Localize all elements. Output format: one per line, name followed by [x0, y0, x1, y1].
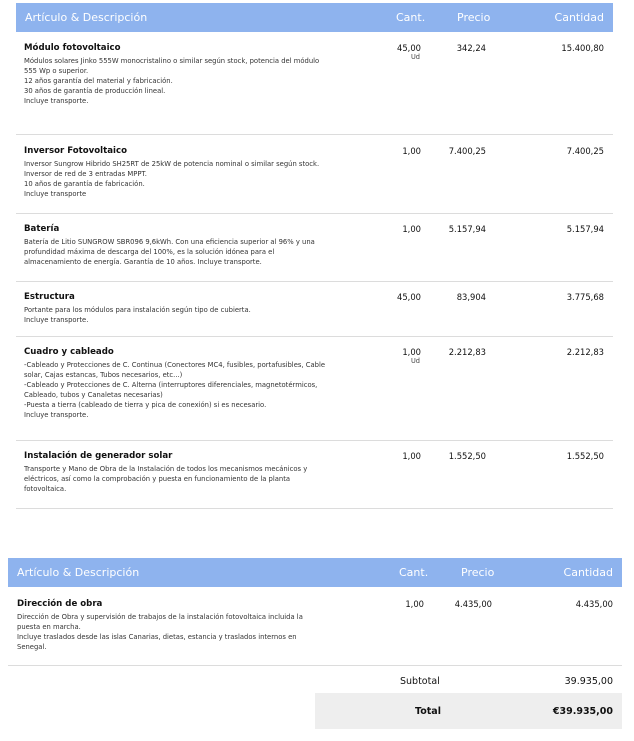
- header-amount: Cantidad: [554, 11, 604, 24]
- total-label: Total: [415, 706, 441, 717]
- item-price: 4.435,00: [454, 599, 492, 609]
- item-title: Cuadro y cableado: [24, 347, 114, 357]
- subtotal-value: 39.935,00: [564, 676, 613, 687]
- item-amount: 1.552,50: [566, 451, 604, 461]
- item-title: Inversor Fotovoltaico: [24, 146, 127, 156]
- item-unit: Ud: [410, 53, 420, 61]
- table-header: [16, 3, 613, 32]
- item-amount: 4.435,00: [575, 599, 613, 609]
- header-item-description: Artículo & Descripción: [17, 566, 140, 579]
- header-price: Precio: [461, 566, 495, 579]
- item-price: 83,904: [456, 292, 486, 302]
- item-price: 1.552,50: [448, 451, 486, 461]
- item-amount: 5.157,94: [566, 224, 604, 234]
- item-unit: Ud: [410, 357, 420, 365]
- item-description: Portante para los módulos para instalación según tipo de cubierta. Incluye transporte.: [24, 306, 251, 325]
- item-title: Instalación de generador solar: [24, 451, 173, 461]
- table-row: [16, 337, 613, 441]
- item-price: 7.400,25: [448, 146, 486, 156]
- item-title: Estructura: [24, 292, 75, 302]
- table-header: [8, 558, 622, 587]
- header-item-description: Artículo & Descripción: [25, 11, 148, 24]
- table-row: [16, 282, 613, 337]
- item-title: Batería: [24, 224, 60, 234]
- line-items-table: [16, 3, 613, 509]
- table-row: [16, 135, 613, 214]
- item-amount: 15.400,80: [561, 43, 604, 53]
- item-description: Transporte y Mano de Obra de la Instalación de todos los mecanismos mecánicos y eléctricos, así como la comprobación y puesta en funcionamiento de la planta fotovoltaica.: [24, 465, 308, 494]
- item-quantity: 45,00: [397, 292, 421, 302]
- item-price: 5.157,94: [448, 224, 486, 234]
- table-row: [16, 214, 613, 282]
- item-price: 2.212,83: [448, 347, 486, 357]
- header-quantity: Cant.: [396, 11, 426, 24]
- total-value: €39.935,00: [552, 706, 613, 717]
- item-description: Dirección de Obra y supervisión de trabajos de la instalación fotovoltaica incluida la puesta en marcha. Incluye traslados desde las islas Canarias, dietas, estancia y traslados internos en Senegal.: [17, 613, 303, 652]
- item-amount: 2.212,83: [566, 347, 604, 357]
- item-description: Inversor Sungrow Hibrido SH25RT de 25kW de potencia nominal o similar según stock. Inversor de red de 3 entradas MPPT. 10 años de garantía de fabricación. Incluye transporte: [24, 160, 320, 199]
- item-quantity: 45,00: [397, 43, 421, 53]
- table-row: [16, 441, 613, 509]
- table-row: [8, 587, 622, 666]
- item-title: Dirección de obra: [17, 599, 103, 609]
- table-row: [16, 32, 613, 135]
- header-amount: Cantidad: [563, 566, 613, 579]
- header-price: Precio: [457, 11, 491, 24]
- item-quantity: 1,00: [402, 347, 421, 357]
- item-quantity: 1,00: [402, 451, 421, 461]
- header-quantity: Cant.: [399, 566, 429, 579]
- services-table: [8, 558, 622, 666]
- item-quantity: 1,00: [405, 599, 424, 609]
- item-amount: 3.775,68: [566, 292, 604, 302]
- item-description: Batería de Litio SUNGROW SBR096 9,6kWh. Con una eficiencia superior al 96% y una profundidad máxima de descarga del 100%, es la solución idónea para el almacenamiento de energía. Garantía de 10 años. Incluye transporte.: [24, 238, 315, 267]
- item-price: 342,24: [456, 43, 486, 53]
- item-quantity: 1,00: [402, 224, 421, 234]
- subtotal-label: Subtotal: [400, 676, 440, 687]
- item-description: Módulos solares Jinko 555W monocristalino o similar según stock, potencia del módulo 555 Wp o superior. 12 años garantía del material y fabricación. 30 años de garantía de producción lineal. Incluye transporte.: [24, 57, 320, 106]
- item-title: Módulo fotovoltaico: [24, 43, 121, 53]
- item-description: -Cableado y Protecciones de C. Continua (Conectores MC4, fusibles, portafusibles, Cable solar, Cajas estancas, Tubos necesarios, etc...) -Cableado y Protecciones de C. Alterna (interruptores diferenciales, magnetotérmicos, Cableado, tubos y Canaletas necesarias) -Puesta a tierra (cableado de tierra y pica de conexión) si es necesario. Incluye transporte.: [24, 361, 326, 420]
- item-quantity: 1,00: [402, 146, 421, 156]
- item-amount: 7.400,25: [566, 146, 604, 156]
